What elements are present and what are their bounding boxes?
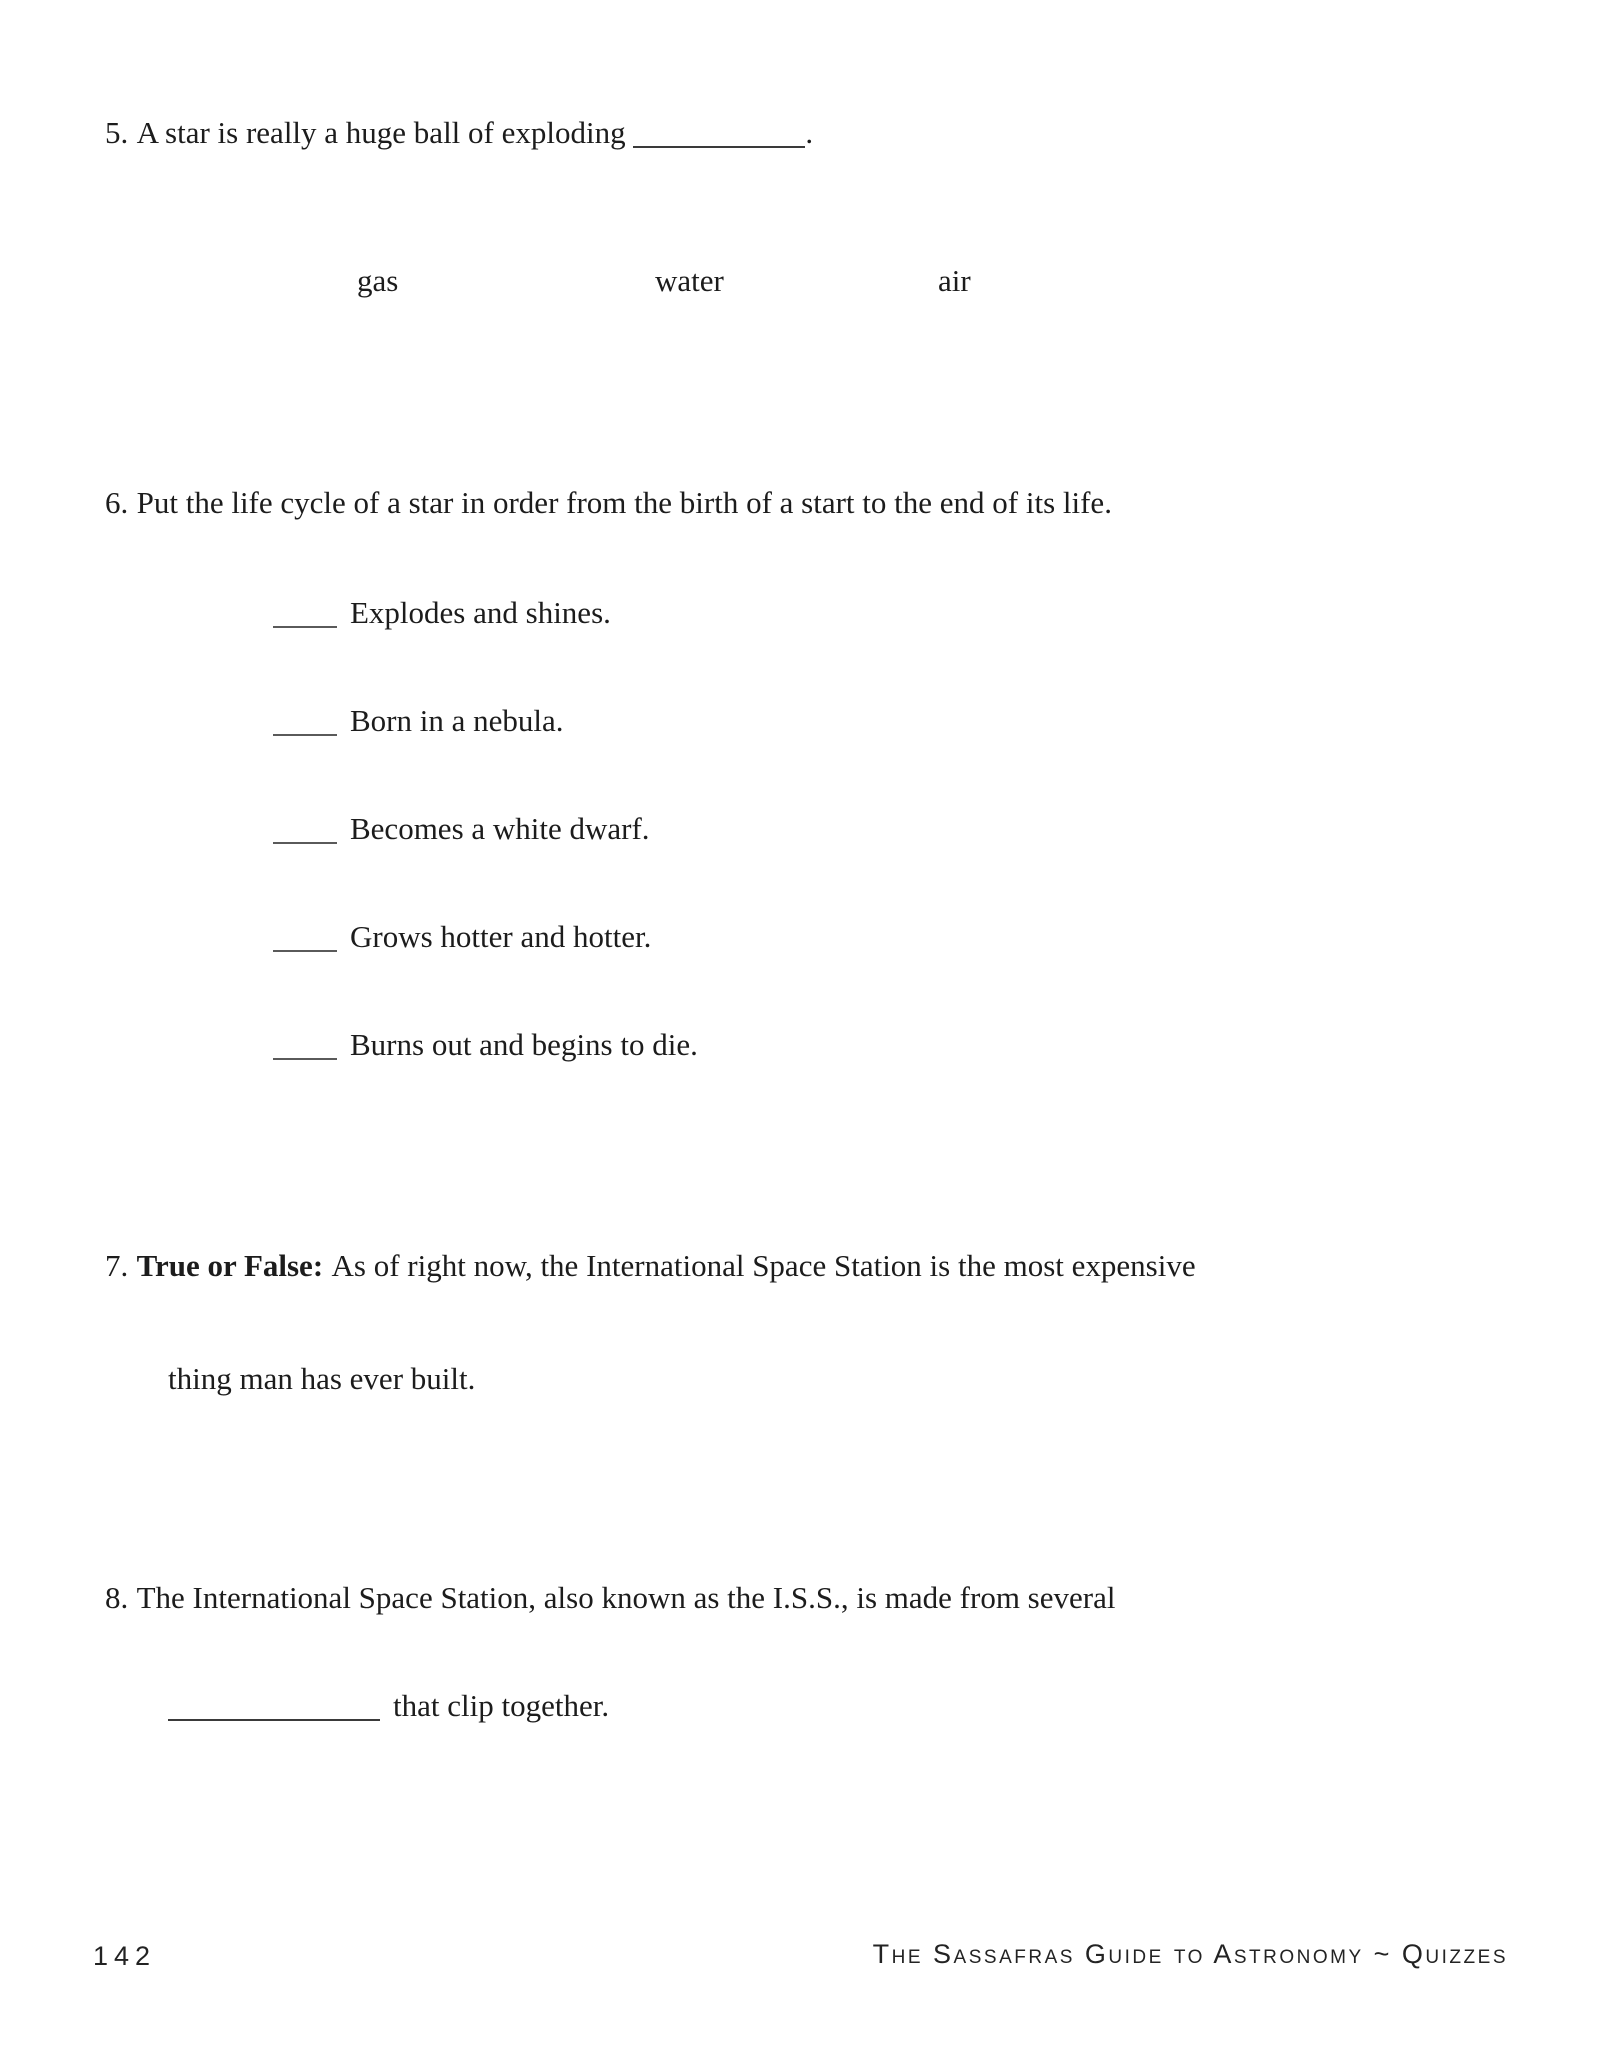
question-5-text: A star is really a huge ball of exploding xyxy=(136,115,626,150)
question-6-item xyxy=(273,918,651,955)
question-8-text-line2: that clip together. xyxy=(393,1688,610,1723)
question-6-item xyxy=(273,810,650,847)
question-5-number: 5. xyxy=(105,115,129,150)
question-7-text-line2: thing man has ever built. xyxy=(168,1361,476,1396)
question-7-number: 7. xyxy=(105,1248,129,1283)
question-6-item-blank-line xyxy=(273,842,337,844)
question-8-number: 8. xyxy=(105,1580,129,1615)
question-7-true-or-false-label: True or False: xyxy=(136,1248,324,1283)
question-6-item-text: Born in a nebula. xyxy=(350,703,564,738)
question-6-item-blank-line xyxy=(273,1058,337,1060)
question-5-option-gas: gas xyxy=(357,263,399,298)
question-6-item-blank-line xyxy=(273,626,337,628)
question-7-text-line1: As of right now, the International Space Station is the most expensive xyxy=(331,1248,1196,1283)
question-5-option-air: air xyxy=(938,263,971,298)
question-6-prompt: Put the life cycle of a star in order from the birth of a start to the end of its life. xyxy=(136,485,1112,520)
question-6 xyxy=(105,484,1112,521)
question-7 xyxy=(105,1247,1196,1284)
question-8-line2 xyxy=(168,1687,609,1724)
question-6-item-text: Explodes and shines. xyxy=(350,595,611,630)
question-6-item-blank-line xyxy=(273,950,337,952)
question-5 xyxy=(105,114,813,151)
question-5-blank-line xyxy=(633,146,805,148)
question-6-item xyxy=(273,594,611,631)
question-6-item-text: Grows hotter and hotter. xyxy=(350,919,652,954)
question-5-options xyxy=(0,262,1600,302)
page-number: 142 xyxy=(93,1941,157,1971)
question-6-item-text: Burns out and begins to die. xyxy=(350,1027,698,1062)
book-title-footer: The Sassafras Guide to Astronomy ~ Quizzes xyxy=(872,1939,1508,1969)
question-5-option-water: water xyxy=(655,263,724,298)
question-6-item xyxy=(273,702,564,739)
question-5-period: . xyxy=(805,115,814,150)
question-6-number: 6. xyxy=(105,485,129,520)
question-8-blank-line xyxy=(168,1719,380,1721)
question-6-item xyxy=(273,1026,698,1063)
question-6-item-text: Becomes a white dwarf. xyxy=(350,811,650,846)
question-6-item-blank-line xyxy=(273,734,337,736)
question-8-text-line1: The International Space Station, also known as the I.S.S., is made from several xyxy=(136,1580,1116,1615)
question-8 xyxy=(105,1579,1115,1616)
